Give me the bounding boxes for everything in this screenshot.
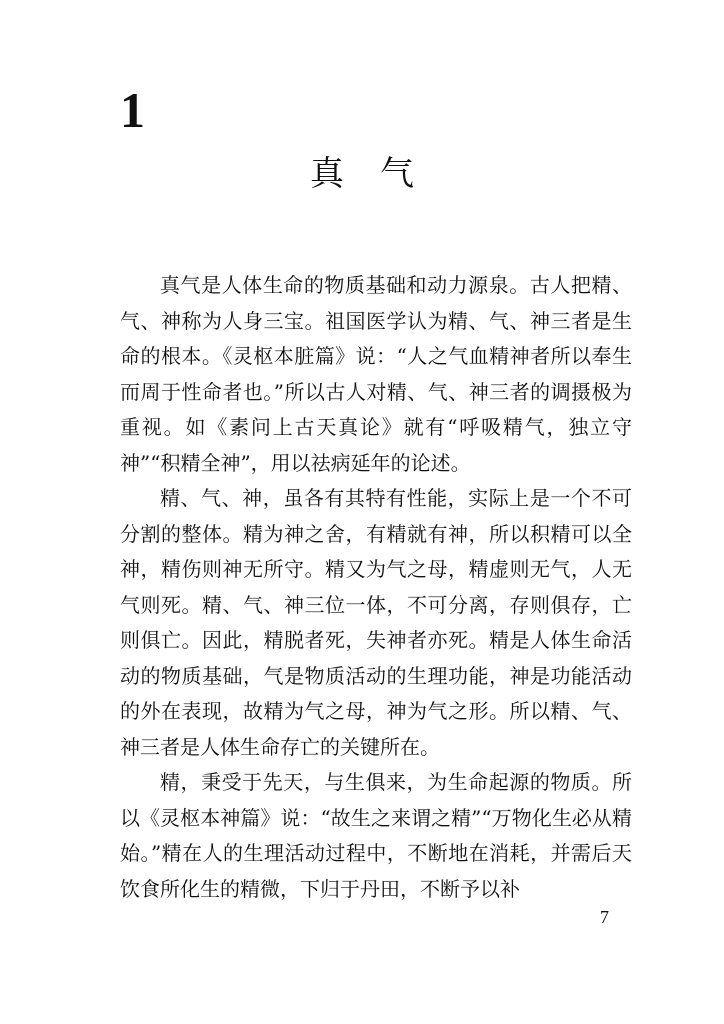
chapter-title: 真气 xyxy=(310,154,450,194)
paragraph: 真气是人体生命的物质基础和动力源泉。古人把精、气、神称为人身三宝。祖国医学认为精、气、神三者是生命的根本。《灵枢本脏篇》说：“人之气血精神者所以奉生而周于性命者也。”所以古人对精、气、神三者的调摄极为重视。如《素问上古天真论》就有“呼吸精气，独立守神”“积精全神”，用以祛病延年的论述。 xyxy=(120,273,632,475)
paragraph: 精，秉受于先天，与生俱来，为生命起源的物质。所以《灵枢本神篇》说：“故生之来谓之精”“万物化生必从精始。”精在人的生理活动过程中，不断地在消耗，并需后天饮食所化生的精微，下归于丹田，不断予以补 xyxy=(120,770,632,901)
body-text xyxy=(120,268,632,907)
chapter-number: 1 xyxy=(120,82,145,138)
page-number: 7 xyxy=(600,907,609,927)
paragraph: 精、气、神，虽各有其特有性能，实际上是一个不可分割的整体。精为神之舍，有精就有神，所以积精可以全神，精伤则神无所守。精又为气之母，精虚则无气，人无气则死。精、气、神三位一体，不可分离，存则俱存，亡则俱亡。因此，精脱者死，失神者亦死。精是人体生命活动的物质基础，气是物质活动的生理功能，神是功能活动的外在表现，故精为气之母，神为气之形。所以精、气、神三者是人体生命存亡的关键所在。 xyxy=(120,486,632,759)
